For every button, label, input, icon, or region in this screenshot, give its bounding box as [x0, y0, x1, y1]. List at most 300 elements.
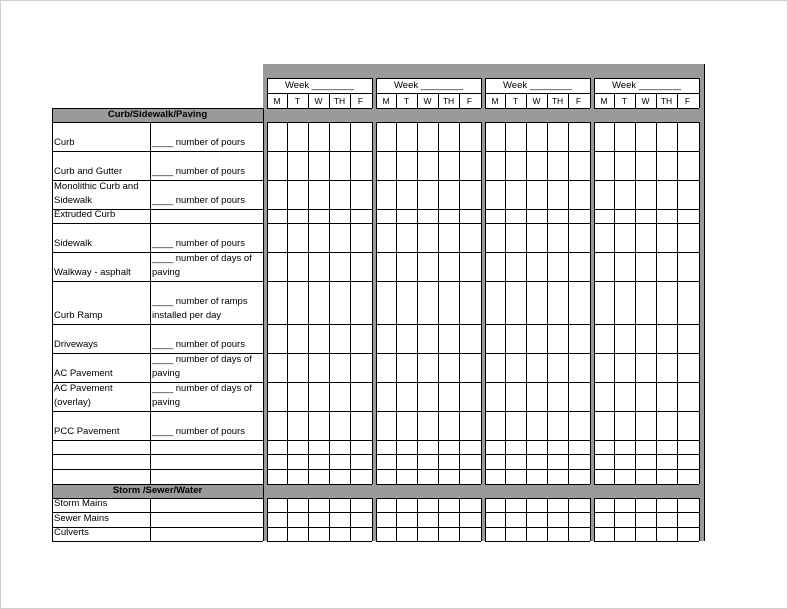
schedule-cell[interactable]	[636, 470, 656, 484]
schedule-cell[interactable]	[569, 181, 589, 209]
schedule-cell[interactable]	[309, 412, 329, 440]
schedule-cell[interactable]	[595, 528, 614, 541]
schedule-cell[interactable]	[657, 528, 677, 541]
schedule-cell[interactable]	[615, 152, 635, 180]
schedule-cell[interactable]	[569, 470, 589, 484]
unit-input-label[interactable]: ____ number of days of	[152, 354, 252, 365]
schedule-cell[interactable]	[548, 282, 568, 324]
schedule-cell[interactable]	[268, 455, 287, 469]
schedule-cell[interactable]	[330, 282, 350, 324]
schedule-cell[interactable]	[548, 528, 568, 541]
schedule-cell[interactable]	[330, 354, 350, 382]
schedule-cell[interactable]	[569, 499, 589, 512]
schedule-cell[interactable]	[615, 499, 635, 512]
schedule-cell[interactable]	[377, 441, 396, 454]
schedule-cell[interactable]	[330, 210, 350, 223]
schedule-cell[interactable]	[309, 210, 329, 223]
schedule-cell[interactable]	[351, 470, 371, 484]
schedule-cell[interactable]	[268, 152, 287, 180]
schedule-cell[interactable]	[460, 253, 480, 281]
schedule-cell[interactable]	[268, 470, 287, 484]
schedule-cell[interactable]	[309, 224, 329, 252]
schedule-cell[interactable]	[569, 325, 589, 353]
schedule-cell[interactable]	[309, 513, 329, 527]
schedule-cell[interactable]	[486, 455, 505, 469]
schedule-cell[interactable]	[330, 455, 350, 469]
schedule-cell[interactable]	[330, 528, 350, 541]
unit-input-label[interactable]: ____ number of pours	[152, 426, 245, 437]
schedule-cell[interactable]	[548, 383, 568, 411]
schedule-cell[interactable]	[569, 210, 589, 223]
schedule-cell[interactable]	[657, 412, 677, 440]
schedule-cell[interactable]	[486, 210, 505, 223]
schedule-cell[interactable]	[636, 325, 656, 353]
schedule-cell[interactable]	[268, 325, 287, 353]
unit-input-label[interactable]: installed per day	[152, 310, 222, 321]
schedule-cell[interactable]	[595, 441, 614, 454]
schedule-cell[interactable]	[439, 412, 459, 440]
schedule-cell[interactable]	[268, 528, 287, 541]
schedule-cell[interactable]	[268, 253, 287, 281]
schedule-cell[interactable]	[486, 253, 505, 281]
schedule-cell[interactable]	[506, 152, 526, 180]
schedule-cell[interactable]	[527, 354, 547, 382]
schedule-cell[interactable]	[418, 528, 438, 541]
schedule-cell[interactable]	[330, 441, 350, 454]
schedule-cell[interactable]	[636, 455, 656, 469]
schedule-cell[interactable]	[309, 325, 329, 353]
schedule-cell[interactable]	[636, 354, 656, 382]
schedule-cell[interactable]	[418, 354, 438, 382]
schedule-cell[interactable]	[397, 210, 417, 223]
schedule-cell[interactable]	[288, 470, 308, 484]
schedule-cell[interactable]	[569, 441, 589, 454]
schedule-cell[interactable]	[397, 528, 417, 541]
schedule-cell[interactable]	[309, 354, 329, 382]
schedule-cell[interactable]	[418, 325, 438, 353]
schedule-cell[interactable]	[527, 253, 547, 281]
schedule-cell[interactable]	[506, 528, 526, 541]
schedule-cell[interactable]	[615, 441, 635, 454]
schedule-cell[interactable]	[351, 152, 371, 180]
unit-input-label[interactable]: ____ number of ramps	[152, 296, 248, 307]
schedule-cell[interactable]	[288, 325, 308, 353]
schedule-cell[interactable]	[506, 181, 526, 209]
schedule-cell[interactable]	[486, 354, 505, 382]
schedule-cell[interactable]	[351, 354, 371, 382]
schedule-cell[interactable]	[377, 152, 396, 180]
schedule-cell[interactable]	[486, 499, 505, 512]
schedule-cell[interactable]	[439, 123, 459, 151]
schedule-cell[interactable]	[657, 325, 677, 353]
schedule-cell[interactable]	[397, 253, 417, 281]
schedule-cell[interactable]	[439, 253, 459, 281]
schedule-cell[interactable]	[506, 325, 526, 353]
schedule-cell[interactable]	[548, 499, 568, 512]
schedule-cell[interactable]	[486, 412, 505, 440]
schedule-cell[interactable]	[678, 383, 698, 411]
schedule-cell[interactable]	[377, 325, 396, 353]
schedule-cell[interactable]	[397, 412, 417, 440]
unit-input-label[interactable]: paving	[152, 368, 180, 379]
schedule-cell[interactable]	[615, 325, 635, 353]
schedule-cell[interactable]	[615, 470, 635, 484]
schedule-cell[interactable]	[636, 152, 656, 180]
unit-input-label[interactable]: paving	[152, 397, 180, 408]
schedule-cell[interactable]	[657, 354, 677, 382]
schedule-cell[interactable]	[377, 470, 396, 484]
schedule-cell[interactable]	[351, 499, 371, 512]
schedule-cell[interactable]	[678, 412, 698, 440]
schedule-cell[interactable]	[595, 210, 614, 223]
schedule-cell[interactable]	[377, 123, 396, 151]
schedule-cell[interactable]	[486, 528, 505, 541]
schedule-cell[interactable]	[595, 455, 614, 469]
schedule-cell[interactable]	[657, 383, 677, 411]
schedule-cell[interactable]	[506, 354, 526, 382]
schedule-cell[interactable]	[506, 383, 526, 411]
schedule-cell[interactable]	[595, 253, 614, 281]
schedule-cell[interactable]	[678, 210, 698, 223]
schedule-cell[interactable]	[309, 181, 329, 209]
schedule-cell[interactable]	[569, 253, 589, 281]
schedule-cell[interactable]	[418, 441, 438, 454]
schedule-cell[interactable]	[377, 282, 396, 324]
schedule-cell[interactable]	[268, 354, 287, 382]
schedule-cell[interactable]	[595, 513, 614, 527]
unit-input-label[interactable]: ____ number of pours	[152, 339, 245, 350]
schedule-cell[interactable]	[377, 412, 396, 440]
schedule-cell[interactable]	[548, 253, 568, 281]
schedule-cell[interactable]	[595, 152, 614, 180]
schedule-cell[interactable]	[527, 224, 547, 252]
schedule-cell[interactable]	[397, 354, 417, 382]
schedule-cell[interactable]	[657, 455, 677, 469]
schedule-cell[interactable]	[330, 253, 350, 281]
schedule-cell[interactable]	[678, 528, 698, 541]
schedule-cell[interactable]	[615, 383, 635, 411]
schedule-cell[interactable]	[615, 528, 635, 541]
schedule-cell[interactable]	[268, 499, 287, 512]
schedule-cell[interactable]	[678, 354, 698, 382]
schedule-cell[interactable]	[595, 412, 614, 440]
unit-input-label[interactable]: ____ number of pours	[152, 137, 245, 148]
schedule-cell[interactable]	[351, 325, 371, 353]
schedule-cell[interactable]	[657, 470, 677, 484]
schedule-cell[interactable]	[678, 224, 698, 252]
schedule-cell[interactable]	[268, 123, 287, 151]
schedule-cell[interactable]	[636, 528, 656, 541]
schedule-cell[interactable]	[678, 513, 698, 527]
schedule-cell[interactable]	[309, 253, 329, 281]
schedule-cell[interactable]	[548, 412, 568, 440]
schedule-cell[interactable]	[330, 152, 350, 180]
schedule-cell[interactable]	[418, 455, 438, 469]
schedule-cell[interactable]	[439, 528, 459, 541]
schedule-cell[interactable]	[288, 528, 308, 541]
schedule-cell[interactable]	[486, 181, 505, 209]
schedule-cell[interactable]	[288, 253, 308, 281]
schedule-cell[interactable]	[418, 282, 438, 324]
schedule-cell[interactable]	[548, 210, 568, 223]
schedule-cell[interactable]	[397, 325, 417, 353]
schedule-cell[interactable]	[397, 123, 417, 151]
unit-input-label[interactable]: ____ number of pours	[152, 238, 245, 249]
schedule-cell[interactable]	[268, 224, 287, 252]
schedule-cell[interactable]	[330, 325, 350, 353]
schedule-cell[interactable]	[268, 383, 287, 411]
schedule-cell[interactable]	[486, 152, 505, 180]
schedule-cell[interactable]	[418, 499, 438, 512]
schedule-cell[interactable]	[636, 210, 656, 223]
schedule-cell[interactable]	[418, 412, 438, 440]
schedule-cell[interactable]	[657, 123, 677, 151]
schedule-cell[interactable]	[615, 513, 635, 527]
schedule-cell[interactable]	[330, 412, 350, 440]
schedule-cell[interactable]	[288, 383, 308, 411]
schedule-cell[interactable]	[595, 354, 614, 382]
schedule-cell[interactable]	[288, 354, 308, 382]
schedule-cell[interactable]	[506, 412, 526, 440]
schedule-cell[interactable]	[268, 181, 287, 209]
schedule-cell[interactable]	[460, 181, 480, 209]
schedule-cell[interactable]	[595, 282, 614, 324]
schedule-cell[interactable]	[330, 123, 350, 151]
schedule-cell[interactable]	[439, 224, 459, 252]
schedule-cell[interactable]	[397, 470, 417, 484]
schedule-cell[interactable]	[309, 383, 329, 411]
schedule-cell[interactable]	[569, 412, 589, 440]
schedule-cell[interactable]	[460, 513, 480, 527]
schedule-cell[interactable]	[548, 441, 568, 454]
schedule-cell[interactable]	[397, 181, 417, 209]
schedule-cell[interactable]	[330, 513, 350, 527]
schedule-cell[interactable]	[439, 383, 459, 411]
schedule-cell[interactable]	[527, 210, 547, 223]
schedule-cell[interactable]	[615, 354, 635, 382]
schedule-cell[interactable]	[486, 470, 505, 484]
schedule-cell[interactable]	[595, 383, 614, 411]
schedule-cell[interactable]	[548, 224, 568, 252]
schedule-cell[interactable]	[486, 123, 505, 151]
schedule-cell[interactable]	[460, 528, 480, 541]
schedule-cell[interactable]	[527, 181, 547, 209]
schedule-cell[interactable]	[460, 282, 480, 324]
unit-input-label[interactable]: paving	[152, 267, 180, 278]
schedule-cell[interactable]	[377, 210, 396, 223]
schedule-cell[interactable]	[678, 282, 698, 324]
schedule-cell[interactable]	[506, 455, 526, 469]
schedule-cell[interactable]	[569, 455, 589, 469]
schedule-cell[interactable]	[418, 470, 438, 484]
schedule-cell[interactable]	[569, 513, 589, 527]
schedule-cell[interactable]	[595, 123, 614, 151]
schedule-cell[interactable]	[460, 412, 480, 440]
schedule-cell[interactable]	[397, 224, 417, 252]
schedule-cell[interactable]	[595, 470, 614, 484]
schedule-cell[interactable]	[615, 253, 635, 281]
schedule-cell[interactable]	[506, 513, 526, 527]
schedule-cell[interactable]	[657, 513, 677, 527]
schedule-cell[interactable]	[636, 181, 656, 209]
schedule-cell[interactable]	[351, 282, 371, 324]
schedule-cell[interactable]	[397, 282, 417, 324]
schedule-cell[interactable]	[351, 224, 371, 252]
schedule-cell[interactable]	[439, 441, 459, 454]
schedule-cell[interactable]	[657, 224, 677, 252]
schedule-cell[interactable]	[678, 181, 698, 209]
schedule-cell[interactable]	[527, 441, 547, 454]
schedule-cell[interactable]	[309, 123, 329, 151]
schedule-cell[interactable]	[268, 513, 287, 527]
schedule-cell[interactable]	[636, 513, 656, 527]
schedule-cell[interactable]	[527, 499, 547, 512]
schedule-cell[interactable]	[460, 354, 480, 382]
schedule-cell[interactable]	[486, 383, 505, 411]
week-header[interactable]: Week ________	[393, 80, 464, 91]
schedule-cell[interactable]	[460, 383, 480, 411]
schedule-cell[interactable]	[527, 528, 547, 541]
schedule-cell[interactable]	[548, 455, 568, 469]
schedule-cell[interactable]	[460, 441, 480, 454]
schedule-cell[interactable]	[506, 224, 526, 252]
schedule-cell[interactable]	[657, 210, 677, 223]
schedule-cell[interactable]	[268, 210, 287, 223]
schedule-cell[interactable]	[486, 513, 505, 527]
schedule-cell[interactable]	[527, 325, 547, 353]
schedule-cell[interactable]	[351, 210, 371, 223]
schedule-cell[interactable]	[309, 441, 329, 454]
schedule-cell[interactable]	[569, 224, 589, 252]
schedule-cell[interactable]	[527, 513, 547, 527]
schedule-cell[interactable]	[418, 210, 438, 223]
schedule-cell[interactable]	[351, 181, 371, 209]
schedule-cell[interactable]	[678, 253, 698, 281]
schedule-cell[interactable]	[288, 499, 308, 512]
schedule-cell[interactable]	[595, 499, 614, 512]
schedule-cell[interactable]	[506, 470, 526, 484]
schedule-cell[interactable]	[397, 441, 417, 454]
schedule-cell[interactable]	[351, 383, 371, 411]
schedule-cell[interactable]	[377, 354, 396, 382]
schedule-cell[interactable]	[636, 224, 656, 252]
schedule-cell[interactable]	[288, 123, 308, 151]
week-header[interactable]: Week ________	[284, 80, 355, 91]
schedule-cell[interactable]	[460, 470, 480, 484]
schedule-cell[interactable]	[678, 123, 698, 151]
schedule-cell[interactable]	[636, 383, 656, 411]
schedule-cell[interactable]	[506, 253, 526, 281]
schedule-cell[interactable]	[486, 282, 505, 324]
schedule-cell[interactable]	[268, 441, 287, 454]
schedule-cell[interactable]	[377, 513, 396, 527]
schedule-cell[interactable]	[397, 513, 417, 527]
schedule-cell[interactable]	[460, 325, 480, 353]
schedule-cell[interactable]	[678, 470, 698, 484]
schedule-cell[interactable]	[397, 383, 417, 411]
schedule-cell[interactable]	[460, 152, 480, 180]
schedule-cell[interactable]	[351, 441, 371, 454]
unit-input-label[interactable]: ____ number of days of	[152, 253, 252, 264]
schedule-cell[interactable]	[595, 181, 614, 209]
schedule-cell[interactable]	[657, 253, 677, 281]
schedule-cell[interactable]	[678, 325, 698, 353]
schedule-cell[interactable]	[330, 181, 350, 209]
schedule-cell[interactable]	[397, 152, 417, 180]
schedule-cell[interactable]	[595, 325, 614, 353]
unit-input-label[interactable]: ____ number of days of	[152, 383, 252, 394]
schedule-cell[interactable]	[486, 325, 505, 353]
schedule-cell[interactable]	[439, 325, 459, 353]
week-header[interactable]: Week ________	[502, 80, 573, 91]
schedule-cell[interactable]	[548, 152, 568, 180]
schedule-cell[interactable]	[351, 513, 371, 527]
schedule-cell[interactable]	[506, 441, 526, 454]
schedule-cell[interactable]	[309, 528, 329, 541]
schedule-cell[interactable]	[418, 253, 438, 281]
schedule-cell[interactable]	[309, 499, 329, 512]
schedule-cell[interactable]	[615, 123, 635, 151]
schedule-cell[interactable]	[330, 499, 350, 512]
schedule-cell[interactable]	[439, 470, 459, 484]
schedule-cell[interactable]	[636, 412, 656, 440]
schedule-cell[interactable]	[569, 152, 589, 180]
schedule-cell[interactable]	[569, 354, 589, 382]
schedule-cell[interactable]	[569, 123, 589, 151]
schedule-cell[interactable]	[636, 282, 656, 324]
schedule-cell[interactable]	[418, 383, 438, 411]
schedule-cell[interactable]	[460, 123, 480, 151]
schedule-cell[interactable]	[678, 152, 698, 180]
schedule-cell[interactable]	[439, 455, 459, 469]
schedule-cell[interactable]	[351, 253, 371, 281]
schedule-cell[interactable]	[418, 224, 438, 252]
schedule-cell[interactable]	[330, 470, 350, 484]
schedule-cell[interactable]	[615, 412, 635, 440]
schedule-cell[interactable]	[506, 499, 526, 512]
schedule-cell[interactable]	[460, 224, 480, 252]
schedule-cell[interactable]	[309, 455, 329, 469]
schedule-cell[interactable]	[615, 181, 635, 209]
schedule-cell[interactable]	[548, 470, 568, 484]
schedule-cell[interactable]	[268, 412, 287, 440]
schedule-cell[interactable]	[439, 152, 459, 180]
schedule-cell[interactable]	[418, 513, 438, 527]
schedule-cell[interactable]	[377, 253, 396, 281]
schedule-cell[interactable]	[288, 224, 308, 252]
schedule-cell[interactable]	[486, 224, 505, 252]
schedule-cell[interactable]	[548, 325, 568, 353]
schedule-cell[interactable]	[460, 455, 480, 469]
schedule-cell[interactable]	[636, 123, 656, 151]
schedule-cell[interactable]	[527, 412, 547, 440]
schedule-cell[interactable]	[548, 354, 568, 382]
schedule-cell[interactable]	[288, 210, 308, 223]
schedule-cell[interactable]	[351, 412, 371, 440]
unit-input-label[interactable]: ____ number of pours	[152, 166, 245, 177]
schedule-cell[interactable]	[486, 441, 505, 454]
schedule-cell[interactable]	[460, 499, 480, 512]
schedule-cell[interactable]	[657, 181, 677, 209]
schedule-cell[interactable]	[615, 224, 635, 252]
schedule-cell[interactable]	[377, 499, 396, 512]
schedule-cell[interactable]	[288, 282, 308, 324]
schedule-cell[interactable]	[288, 455, 308, 469]
schedule-cell[interactable]	[657, 499, 677, 512]
schedule-cell[interactable]	[418, 123, 438, 151]
schedule-cell[interactable]	[548, 513, 568, 527]
schedule-cell[interactable]	[288, 513, 308, 527]
